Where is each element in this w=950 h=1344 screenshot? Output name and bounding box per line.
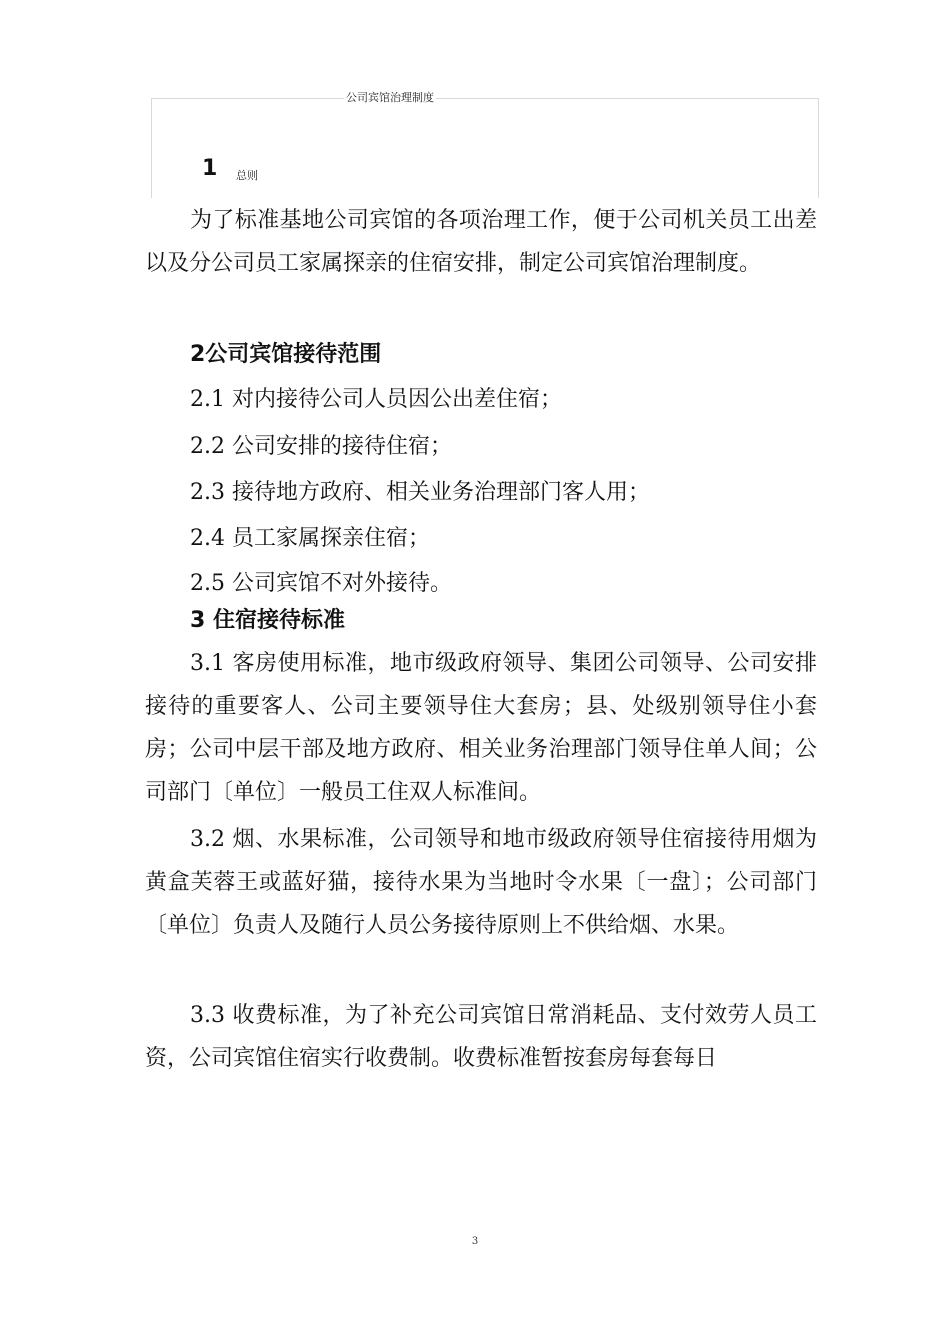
document-header-title: 公司宾馆治理制度 (346, 91, 434, 104)
section-1-paragraph: 为了标准基地公司宾馆的各项治理工作，便于公司机关员工出差以及分公司员工家属探亲的住宿安排，制定公司宾馆治理制度。 (145, 208, 817, 276)
section-3-2-paragraph: 3.2 烟、水果标准，公司领导和地市级政府领导住宿接待用烟为黄盒芙蓉王或蓝好猫，接待水果为当地时令水果〔一盘〕；公司部门〔单位〕负责人及随行人员公务接待原则上不供给烟、水果。 (145, 827, 817, 938)
section-1-title: 总则 (236, 169, 258, 182)
header-frame (151, 98, 819, 198)
section-2-item: 2.3 接待地方政府、相关业务治理部门客人用； (190, 480, 650, 505)
page-number: 3 (471, 1236, 479, 1247)
section-2-item: 2.1 对内接待公司人员因公出差住宿； (190, 387, 562, 412)
section-3-heading: 3 住宿接待标准 (190, 608, 345, 633)
section-2-heading: 2公司宾馆接待范围 (190, 342, 382, 367)
section-1-number: 1 (202, 156, 218, 181)
section-2-item: 2.2 公司安排的接待住宿； (190, 434, 452, 459)
section-3-3-paragraph: 3.3 收费标准，为了补充公司宾馆日常消耗品、支付效劳人员工资，公司宾馆住宿实行收费制。收费标准暂按套房每套每日 (145, 1003, 817, 1071)
section-2-item: 2.4 员工家属探亲住宿； (190, 526, 430, 551)
section-2-item: 2.5 公司宾馆不对外接待。 (190, 571, 452, 596)
section-3-1-paragraph: 3.1 客房使用标准，地市级政府领导、集团公司领导、公司安排接待的重要客人、公司主要领导住大套房；县、处级别领导住小套房；公司中层干部及地方政府、相关业务治理部门领导住单人间；公司部门〔单位〕一般员工住双人标准间。 (145, 651, 817, 805)
